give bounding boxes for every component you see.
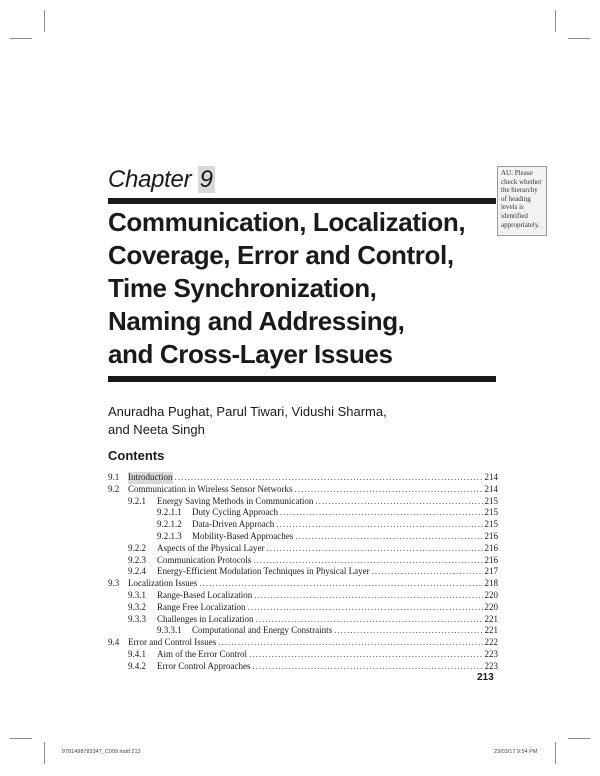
chapter-title — [108, 206, 498, 371]
toc-entry-page: 215 — [484, 507, 498, 518]
toc-entry[interactable] — [108, 507, 498, 519]
contents-heading: Contents — [108, 448, 165, 463]
toc-entry-page: 215 — [484, 519, 498, 530]
chapter-number: 9 — [199, 166, 213, 193]
toc-entry-title: Aim of the Error Control — [157, 648, 247, 659]
toc-entry-number: 9.2.1.3 — [157, 530, 182, 541]
toc-entry-number: 9.2.1.1 — [157, 507, 182, 518]
author-list — [108, 403, 498, 439]
toc-leader-dots — [247, 602, 482, 614]
toc-entry-page: 220 — [484, 601, 498, 612]
title-rule-bottom — [108, 376, 496, 382]
chapter-word: Chapter — [108, 166, 192, 193]
toc-entry-number: 9.2.2 — [128, 542, 146, 553]
toc-leader-dots — [175, 472, 483, 484]
title-rule-top — [108, 198, 496, 204]
toc-entry-number: 9.2.3 — [128, 554, 146, 565]
toc-entry[interactable] — [108, 625, 498, 637]
toc-entry-page: 220 — [484, 589, 498, 600]
page-number: 213 — [477, 672, 494, 683]
table-of-contents — [108, 472, 498, 673]
toc-leader-dots — [266, 543, 482, 555]
toc-leader-dots — [252, 661, 482, 673]
toc-entry-title: Energy-Efficient Modulation Techniques in Physical Layer — [157, 566, 370, 577]
toc-entry[interactable] — [108, 637, 498, 649]
toc-entry-page: 216 — [484, 530, 498, 541]
toc-entry-title: Introduction — [128, 472, 173, 482]
toc-entry-title: Range Free Localization — [157, 601, 246, 612]
toc-leader-dots — [295, 531, 482, 543]
toc-entry-title: Duty Cycling Approach — [192, 507, 278, 518]
toc-leader-dots — [334, 625, 482, 637]
toc-entry-page: 215 — [484, 495, 498, 506]
toc-entry-number: 9.3.2 — [128, 601, 146, 612]
toc-entry-number: 9.3.1 — [128, 589, 146, 600]
toc-entry-page: 217 — [484, 566, 498, 577]
chapter-title-line: Naming and Addressing, — [108, 306, 405, 336]
author-query-note[interactable]: AU: Please check whether the hierarchy of heading levels is identified appropriately. — [497, 166, 547, 236]
crop-mark — [44, 10, 45, 32]
toc-entry-page: 214 — [484, 472, 498, 482]
toc-entry-page: 223 — [484, 660, 498, 671]
toc-entry-title: Error and Control Issues — [128, 637, 217, 648]
toc-entry-title: Mobility-Based Approaches — [192, 530, 294, 541]
toc-leader-dots — [372, 566, 483, 578]
author-line: Anuradha Pughat, Parul Tiwari, Vidushi Sharma, — [108, 404, 387, 419]
footer-slug-date: 23/03/17 9:54 PM — [494, 749, 538, 755]
crop-mark — [555, 742, 556, 764]
crop-mark — [10, 38, 32, 39]
toc-entry-page: 222 — [484, 637, 498, 648]
toc-entry[interactable] — [108, 519, 498, 531]
toc-entry-title: Aspects of the Physical Layer — [157, 542, 265, 553]
toc-leader-dots — [199, 578, 482, 590]
toc-entry[interactable] — [108, 496, 498, 508]
crop-mark — [568, 38, 590, 39]
toc-entry-page: 214 — [484, 483, 498, 494]
toc-entry[interactable] — [108, 614, 498, 626]
chapter-label — [108, 166, 215, 194]
toc-entry[interactable] — [108, 555, 498, 567]
toc-entry-number: 9.4.1 — [128, 648, 146, 659]
toc-entry-number: 9.2 — [108, 483, 120, 494]
toc-entry-page: 216 — [484, 542, 498, 553]
toc-entry-number: 9.3 — [108, 578, 120, 589]
toc-entry[interactable] — [108, 649, 498, 661]
toc-entry-number: 9.4.2 — [128, 660, 146, 671]
toc-entry-number: 9.2.4 — [128, 566, 146, 577]
toc-entry[interactable] — [108, 484, 498, 496]
toc-entry[interactable] — [108, 472, 498, 484]
toc-entry-number: 9.2.1 — [128, 495, 146, 506]
toc-entry-title: Communication in Wireless Sensor Networks — [128, 483, 293, 494]
toc-entry[interactable] — [108, 590, 498, 602]
toc-entry-page: 218 — [484, 578, 498, 589]
author-line: and Neeta Singh — [108, 422, 205, 437]
toc-entry-page: 223 — [484, 648, 498, 659]
toc-leader-dots — [254, 590, 482, 602]
toc-entry-page: 221 — [484, 625, 498, 636]
toc-entry-title: Challenges in Localization — [157, 613, 254, 624]
chapter-title-line: Time Synchronization, — [108, 273, 377, 303]
toc-leader-dots — [315, 496, 482, 508]
toc-entry-title: Communication Protocols — [157, 554, 252, 565]
toc-leader-dots — [249, 649, 483, 661]
toc-entry[interactable] — [108, 531, 498, 543]
toc-entry-number: 9.3.3 — [128, 613, 146, 624]
toc-entry[interactable] — [108, 602, 498, 614]
toc-entry-number: 9.2.1.2 — [157, 519, 182, 530]
toc-entry-title: Data-Driven Approach — [192, 519, 275, 530]
chapter-title-line: Coverage, Error and Control, — [108, 240, 454, 270]
crop-mark — [10, 738, 32, 739]
toc-entry-title: Computational and Energy Constraints — [192, 625, 333, 636]
toc-leader-dots — [218, 637, 482, 649]
toc-entry[interactable] — [108, 578, 498, 590]
chapter-title-line: Communication, Localization, — [108, 207, 466, 237]
toc-entry-title: Range-Based Localization — [157, 589, 253, 600]
toc-entry[interactable] — [108, 661, 498, 673]
toc-entry-page: 221 — [484, 613, 498, 624]
footer-slug-file: 9781498783347_C009.indd 213 — [62, 749, 141, 755]
toc-entry-title: Localization Issues — [128, 578, 198, 589]
chapter-title-line: and Cross-Layer Issues — [108, 339, 393, 369]
toc-leader-dots — [276, 519, 482, 531]
toc-entry[interactable] — [108, 566, 498, 578]
toc-entry-title: Energy Saving Methods in Communication — [157, 495, 314, 506]
toc-leader-dots — [294, 484, 482, 496]
toc-entry-number: 9.3.3.1 — [157, 625, 182, 636]
toc-entry[interactable] — [108, 543, 498, 555]
toc-entry-number: 9.1 — [108, 472, 120, 482]
toc-entry-title: Error Control Approaches — [157, 660, 251, 671]
toc-leader-dots — [253, 555, 482, 567]
crop-mark — [568, 738, 590, 739]
toc-entry-page: 216 — [484, 554, 498, 565]
toc-leader-dots — [280, 507, 483, 519]
crop-mark — [555, 10, 556, 32]
crop-mark — [44, 742, 45, 764]
toc-leader-dots — [255, 614, 482, 626]
toc-entry-number: 9.4 — [108, 637, 120, 648]
